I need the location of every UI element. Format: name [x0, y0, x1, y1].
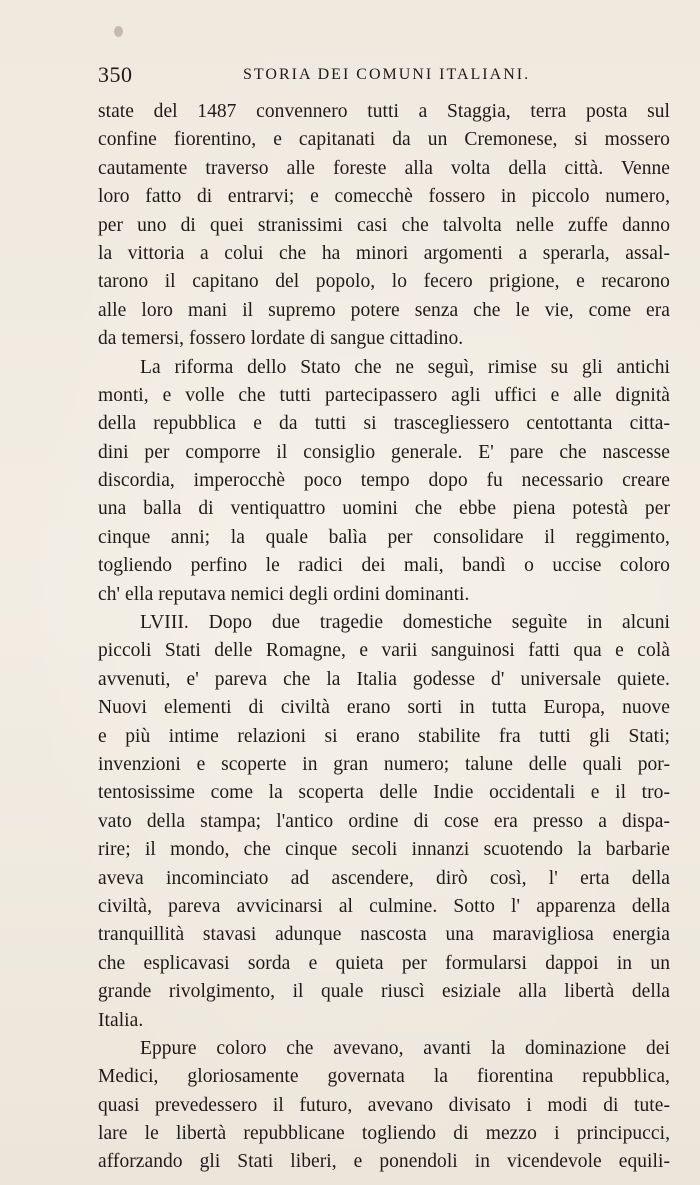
paragraph-end-line: ch' ella reputava nemici degli ordini dominanti. — [98, 583, 470, 605]
text-line: tentosissime come la scoperta delle Indie occidentali e il tro- — [98, 782, 670, 804]
text-line: rire; il mondo, che cinque secoli innanzi scuotendo la barbarie — [98, 839, 670, 861]
text-line: e più intime relazioni si erano stabilite fra tutti gli Stati; — [98, 725, 670, 747]
text-line: Nuovi elementi di civiltà erano sorti in tutta Europa, nuove — [98, 697, 670, 719]
text-line: cautamente traverso alle foreste alla volta della città. Venne — [98, 157, 670, 179]
text-line: tranquillità stavasi adunque nascosta una maravigliosa energia — [98, 924, 670, 946]
text-line: dini per comporre il consiglio generale. E' pare che nascesse — [98, 441, 670, 463]
text-line: Medici, gloriosamente governata la fiorentina repubblica, — [98, 1066, 670, 1088]
text-line: alle loro mani il supremo potere senza che le vie, come era — [98, 299, 670, 321]
text-line: civiltà, pareva avvicinarsi al culmine. Sotto l' apparenza della — [98, 895, 670, 917]
text-line: della repubblica e da tutti si trascegliessero centottanta citta- — [98, 413, 670, 435]
paragraph-end-line: Italia. — [98, 1009, 144, 1031]
text-line: per uno di quei stranissimi casi che talvolta nelle zuffe danno — [98, 214, 670, 236]
text-line: aveva incominciato ad ascendere, dirò così, l' erta della — [98, 867, 670, 889]
text-line: afforzando gli Stati liberi, e ponendoli in vicendevole equili- — [98, 1151, 670, 1173]
text-line: la vittoria a colui che ha minori argomenti a sperarla, assal- — [98, 242, 670, 264]
text-line: vato della stampa; l'antico ordine di cose era presso a dispa- — [98, 810, 670, 832]
text-line: lare le libertà repubblicane togliendo di mezzo i principucci, — [98, 1123, 670, 1145]
page-number: 350 — [98, 62, 133, 87]
text-line: confine fiorentino, e capitanati da un Cremonese, si mossero — [98, 129, 670, 151]
text-line: cinque anni; la quale balìa per consolidare il reggimento, — [98, 526, 670, 548]
paragraph-end-line: da temersi, fossero lordate di sangue cittadino. — [98, 328, 464, 350]
text-line: avvenuti, e' pareva che la Italia godesse d' universale quiete. — [98, 668, 670, 690]
text-line: togliendo perfino le radici dei mali, bandì o uccise coloro — [98, 555, 670, 577]
text-line: quasi prevedessero il futuro, avevano divisato i modi di tute- — [98, 1094, 670, 1116]
section-start-line: LVIII. Dopo due tragedie domestiche seguìte in alcuni — [140, 612, 670, 634]
text-line: piccoli Stati delle Romagne, e varii sanguinosi fatti qua e colà — [98, 640, 670, 662]
body-text — [98, 98, 670, 1177]
page-header — [98, 62, 670, 90]
ink-smudge — [114, 26, 123, 37]
text-line: invenzioni e scoperte in gran numero; talune delle quali por- — [98, 753, 670, 775]
text-line: state del 1487 convennero tutti a Staggia, terra posta sul — [98, 101, 670, 122]
text-line: monti, e volle che tutti partecipassero agli uffici e alle dignità — [98, 384, 670, 406]
running-head: STORIA DEI COMUNI ITALIANI. — [243, 66, 531, 83]
text-line: grande rivolgimento, il quale riuscì esiziale alla libertà della — [98, 981, 670, 1003]
text-line: loro fatto di entrarvi; e comecchè fossero in piccolo numero, — [98, 186, 670, 208]
paragraph-start-line: Eppure coloro che avevano, avanti la dominazione dei — [140, 1037, 670, 1059]
text-line: che esplicavasi sorda e quieta per formularsi dappoi in un — [98, 952, 670, 974]
text-line: discordia, imperocchè poco tempo dopo fu necessario creare — [98, 470, 670, 492]
text-line: tarono il capitano del popolo, lo fecero prigione, e recarono — [98, 271, 670, 293]
paragraph-start-line: La riforma dello Stato che ne seguì, rimise su gli antichi — [140, 356, 670, 378]
text-line: una balla di ventiquattro uomini che ebbe piena potestà per — [98, 498, 670, 520]
